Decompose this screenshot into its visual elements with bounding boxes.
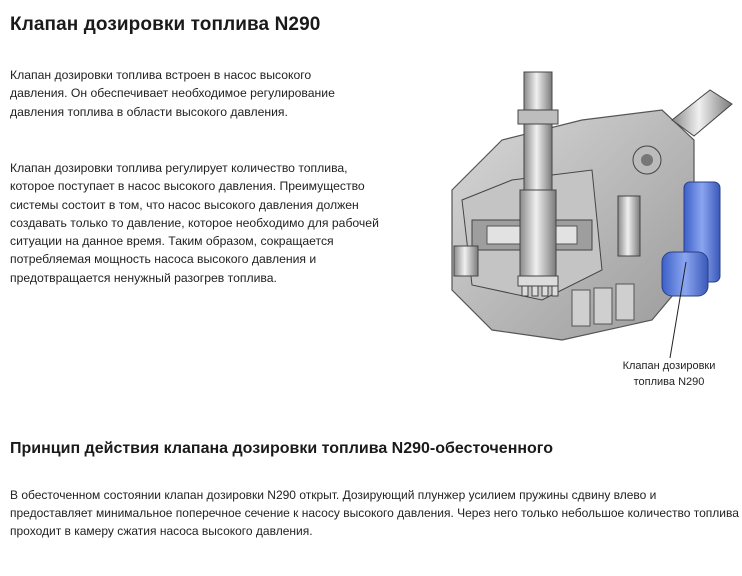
- pump-shaft: [524, 72, 552, 192]
- figure-caption-line-1: Клапан дозировки: [622, 360, 716, 372]
- page-title: Клапан дозировки топлива N290: [10, 14, 321, 35]
- intro-paragraph-1: Клапан дозировки топлива встроен в насос высокого давления. Он обеспечивает необходимое регулирование давления топлива в области высокого давления.: [10, 68, 335, 119]
- figure-caption-line-2: топлива N290: [633, 376, 705, 388]
- section-paragraph: В обесточенном состоянии клапан дозировки N290 открыт. Дозирующий плунжер усилием пружины сдвину влево и предоставляет минимальное поперечное сечение к насосу высокого давления. Через него только небольшое количество топлива проходит в камеру сжатия насоса высокого давления.: [10, 488, 739, 538]
- section-heading: Принцип действия клапана дозировки топлива N290-обесточенного: [10, 440, 554, 457]
- figure-caption: [606, 358, 732, 390]
- intro-paragraph-2: Клапан дозировки топлива регулирует количество топлива, которое поступает в насос высокого давления. Преимущество системы состоит в том, что насос высокого давления должен создавать только то давление, которое необходимо для рабочей ситуации на данное время. Таким образом, сокращается потребляемая мощность насоса высокого давления и предотвращается ненужный разогрев топлива.: [10, 161, 379, 285]
- fuel-pump-illustration: [432, 70, 738, 352]
